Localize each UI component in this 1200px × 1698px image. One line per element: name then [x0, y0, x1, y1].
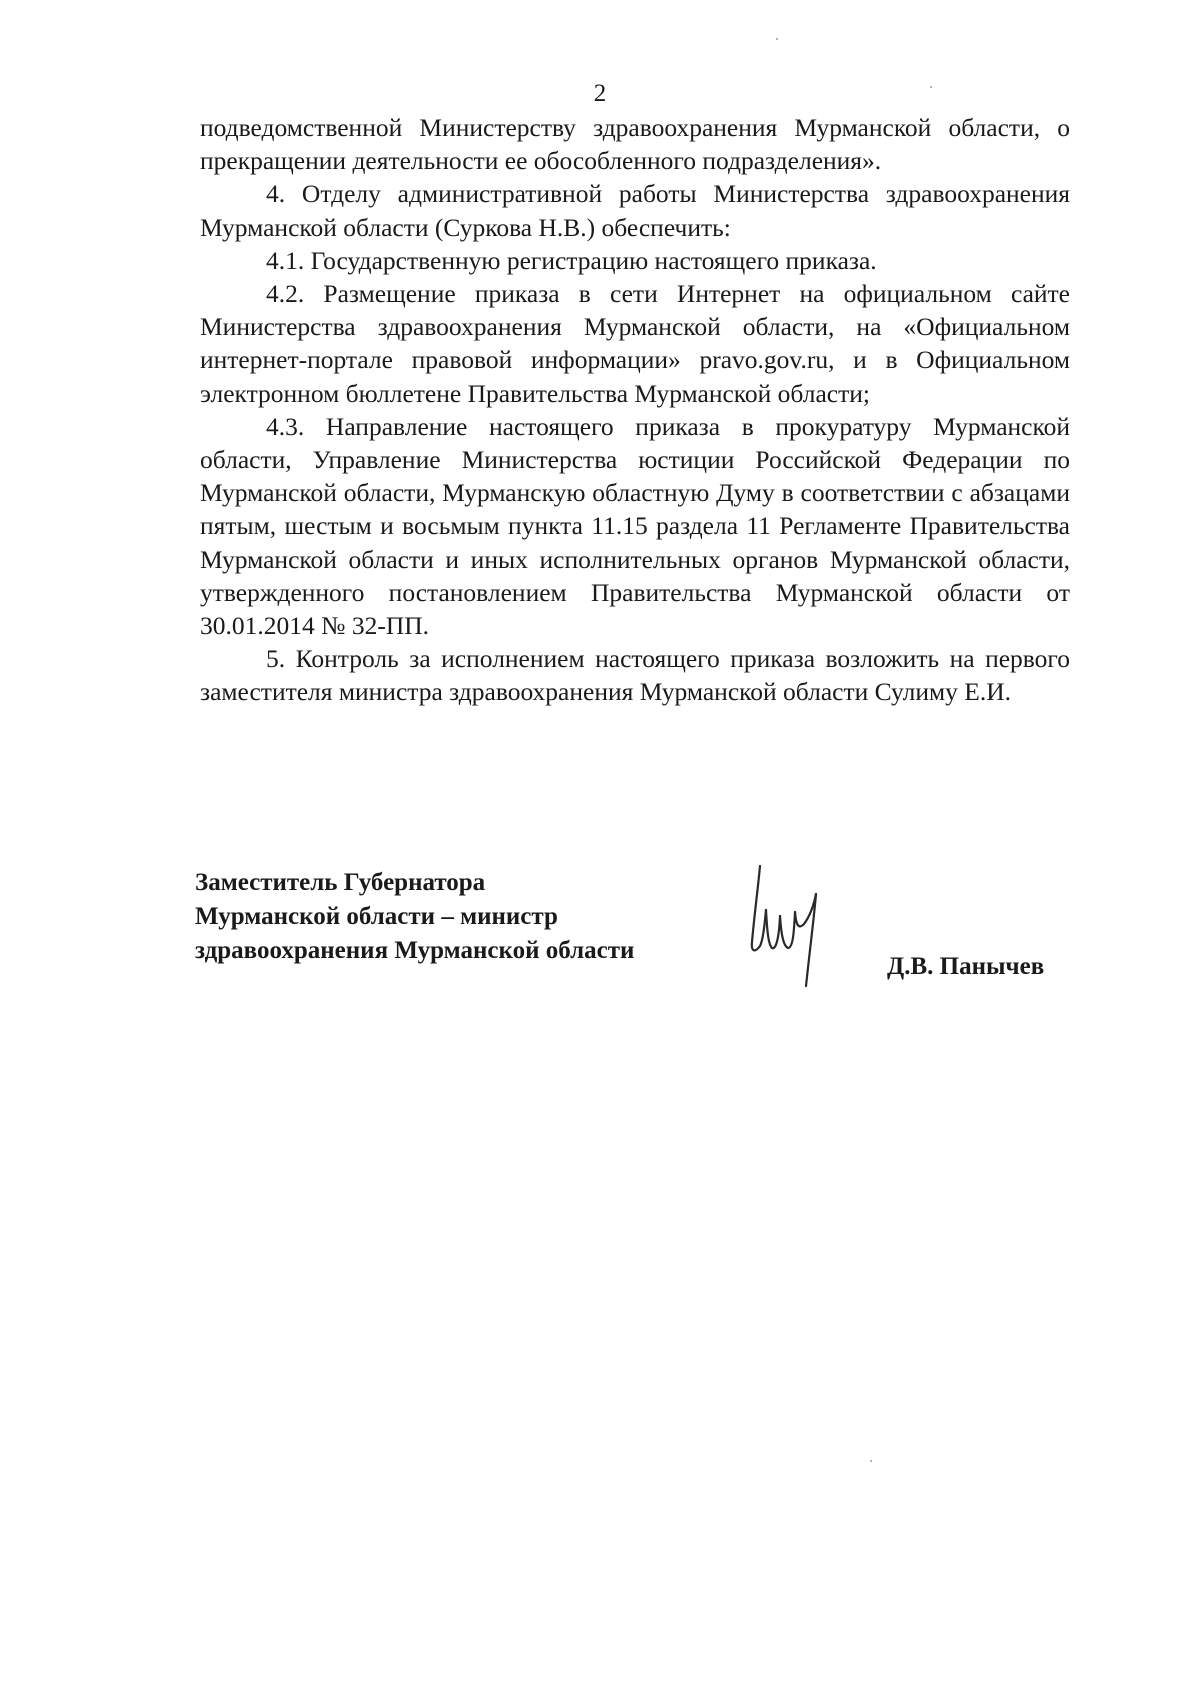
scan-speck — [776, 38, 778, 40]
paragraph-continuation: подведомственной Министерству здравоохранения Мурманской области, о прекращении деятельности ее обособленного подразделения». — [200, 113, 1070, 176]
signatory-name: Д.В. Панычев — [887, 953, 1045, 980]
signatory-position — [195, 866, 634, 968]
handwritten-signature — [738, 858, 838, 988]
scan-speck — [870, 1460, 872, 1462]
paragraph-item-4: 4. Отделу административной работы Министерства здравоохранения Мурманской области (Суркова Н.В.) обеспечить: — [200, 179, 1070, 242]
signatory-position-line: здравоохранения Мурманской области — [195, 937, 635, 964]
paragraph-item-4-3: 4.3. Направление настоящего приказа в прокуратуру Мурманской области, Управление Министерства юстиции Российской Федерации по Мурманской области, Мурманскую областную Думу в соответствии с абзацами пятым, шестым и восьмым пункта 11.15 раздела 11 Регламенте Правительства Мурманской области и иных исполнительных органов Мурманской области, утвержденного постановлением Правительства Мурманской области от 30.01.2014 № 32-ПП. — [200, 411, 1070, 641]
scan-speck — [930, 86, 932, 88]
signatory-position-line: Заместитель Губернатора — [195, 869, 486, 896]
paragraph-item-4-2: 4.2. Размещение приказа в сети Интернет на официальном сайте Министерства здравоохранения Мурманской области, на «Официальном интернет-портале правовой информации» pravo.gov.ru, и в Официальном электронном бюллетене Правительства Мурманской области; — [200, 279, 1070, 408]
document-body — [200, 111, 1070, 709]
page-number: 2 — [593, 80, 607, 107]
paragraph-item-4-1: 4.1. Государственную регистрацию настоящего приказа. — [266, 245, 877, 275]
paragraph-item-5: 5. Контроль за исполнением настоящего приказа возложить на первого заместителя министра здравоохранения Мурманской области Сулиму Е.И. — [200, 644, 1070, 707]
signatory-position-line: Мурманской области – министр — [195, 903, 558, 930]
